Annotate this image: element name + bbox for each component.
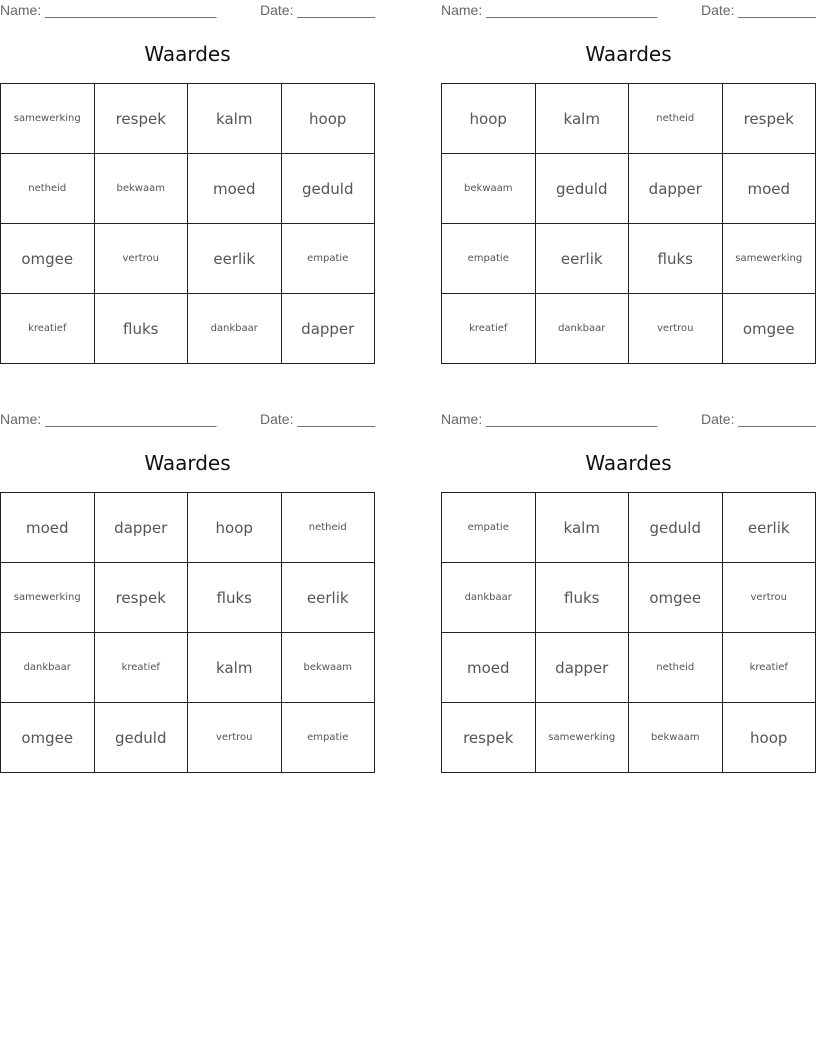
grid-cell: dapper <box>94 493 188 563</box>
grid-cell: geduld <box>629 493 723 563</box>
grid-cell: hoop <box>188 493 282 563</box>
grid-cell: kalm <box>188 84 282 154</box>
grid-cell: vertrou <box>722 563 816 633</box>
grid-cell: geduld <box>94 703 188 773</box>
grid-cell: omgee <box>1 703 95 773</box>
bingo-grid <box>0 83 375 364</box>
grid-cell: vertrou <box>188 703 282 773</box>
date-field-label: Date: __________ <box>260 411 376 427</box>
grid-cell: fluks <box>94 294 188 364</box>
grid-cell: dankbaar <box>1 633 95 703</box>
grid-cell: samewerking <box>1 563 95 633</box>
card-title: Waardes <box>585 451 672 475</box>
grid-cell: kreatief <box>722 633 816 703</box>
bingo-card-4 <box>441 409 816 747</box>
grid-cell: bekwaam <box>281 633 375 703</box>
grid-cell: netheid <box>281 493 375 563</box>
grid-cell: respek <box>94 563 188 633</box>
grid-cell: kreatief <box>94 633 188 703</box>
grid-cell: empatie <box>442 493 536 563</box>
card-title: Waardes <box>585 42 672 66</box>
date-field-label: Date: __________ <box>701 411 816 427</box>
grid-cell: kalm <box>188 633 282 703</box>
grid-cell: bekwaam <box>629 703 723 773</box>
grid-cell: samewerking <box>1 84 95 154</box>
grid-cell: vertrou <box>94 224 188 294</box>
name-date-row <box>0 0 375 22</box>
grid-cell: dapper <box>535 633 629 703</box>
grid-cell: kreatief <box>1 294 95 364</box>
grid-cell: bekwaam <box>442 154 536 224</box>
name-field-label: Name: ______________________ <box>441 2 658 18</box>
grid-cell: eerlik <box>535 224 629 294</box>
card-title: Waardes <box>144 42 231 66</box>
name-field-label: Name: ______________________ <box>441 411 658 427</box>
grid-cell: dankbaar <box>535 294 629 364</box>
grid-cell: respek <box>94 84 188 154</box>
grid-cell: moed <box>1 493 95 563</box>
date-field-label: Date: __________ <box>701 2 816 18</box>
grid-cell: respek <box>442 703 536 773</box>
grid-cell: vertrou <box>629 294 723 364</box>
grid-cell: samewerking <box>535 703 629 773</box>
grid-cell: fluks <box>629 224 723 294</box>
grid-cell: dankbaar <box>442 563 536 633</box>
grid-cell: eerlik <box>281 563 375 633</box>
grid-cell: hoop <box>442 84 536 154</box>
grid-cell: bekwaam <box>94 154 188 224</box>
name-date-row <box>0 409 375 431</box>
card-title: Waardes <box>144 451 231 475</box>
grid-cell: empatie <box>442 224 536 294</box>
grid-cell: samewerking <box>722 224 816 294</box>
grid-cell: eerlik <box>722 493 816 563</box>
grid-cell: omgee <box>629 563 723 633</box>
grid-cell: omgee <box>1 224 95 294</box>
grid-cell: kreatief <box>442 294 536 364</box>
grid-cell: geduld <box>535 154 629 224</box>
grid-cell: netheid <box>629 84 723 154</box>
grid-cell: netheid <box>629 633 723 703</box>
grid-cell: kalm <box>535 84 629 154</box>
grid-cell: dankbaar <box>188 294 282 364</box>
grid-cell: moed <box>188 154 282 224</box>
grid-cell: empatie <box>281 224 375 294</box>
bingo-card-1 <box>0 0 376 338</box>
grid-cell: respek <box>722 84 816 154</box>
grid-cell: empatie <box>281 703 375 773</box>
name-field-label: Name: ______________________ <box>0 2 217 18</box>
name-date-row <box>441 409 816 431</box>
grid-cell: netheid <box>1 154 95 224</box>
bingo-grid <box>441 492 816 773</box>
grid-cell: fluks <box>188 563 282 633</box>
bingo-grid <box>0 492 375 773</box>
grid-cell: moed <box>722 154 816 224</box>
name-date-row <box>441 0 816 22</box>
grid-cell: dapper <box>629 154 723 224</box>
grid-cell: geduld <box>281 154 375 224</box>
grid-cell: hoop <box>281 84 375 154</box>
grid-cell: kalm <box>535 493 629 563</box>
bingo-card-3 <box>0 409 376 747</box>
grid-cell: dapper <box>281 294 375 364</box>
grid-cell: omgee <box>722 294 816 364</box>
bingo-card-2 <box>441 0 816 338</box>
date-field-label: Date: __________ <box>260 2 376 18</box>
grid-cell: eerlik <box>188 224 282 294</box>
grid-cell: moed <box>442 633 536 703</box>
bingo-grid <box>441 83 816 364</box>
grid-cell: hoop <box>722 703 816 773</box>
name-field-label: Name: ______________________ <box>0 411 217 427</box>
grid-cell: fluks <box>535 563 629 633</box>
